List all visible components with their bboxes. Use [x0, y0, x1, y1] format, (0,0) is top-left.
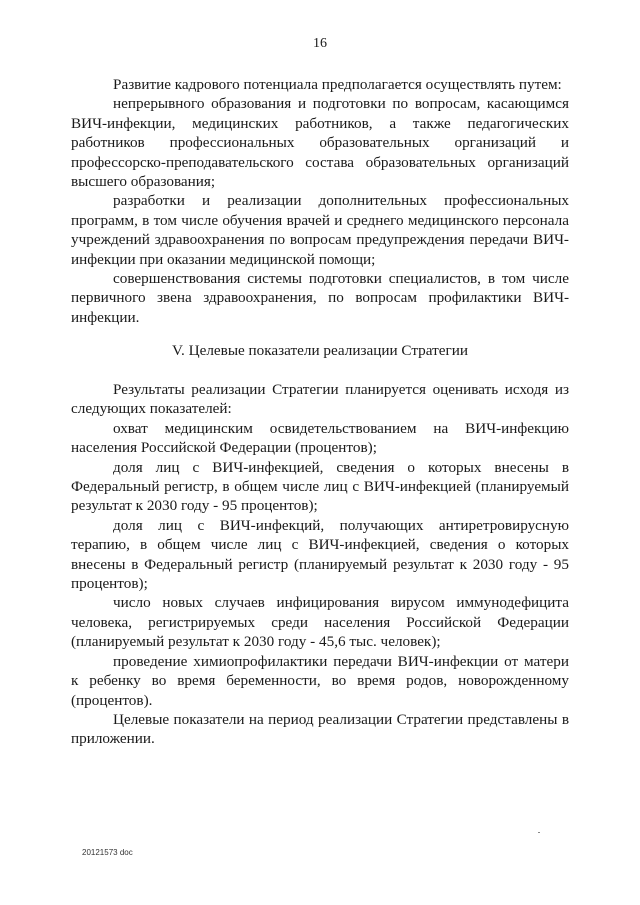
section-target-indicators [71, 380, 569, 749]
paragraph: охват медицинским освидетельствованием на ВИЧ-инфекцию населения Российской Федерации (процентов); [71, 419, 569, 457]
paragraph: Результаты реализации Стратегии планируется оценивать исходя из следующих показателей: [71, 381, 569, 418]
paragraph: проведение химиопрофилактики передачи ВИЧ-инфекции от матери к ребенку во время беременности, во время родов, новорожденному (процентов). [71, 652, 569, 709]
page-number: 16 [313, 36, 327, 51]
paragraph: доля лиц с ВИЧ-инфекций, получающих антиретровирусную терапию, в общем числе лиц с ВИЧ-инфекцией, сведения о которых внесены в Федеральный регистр (планируемый результат к 2030 году - 95 процентов); [71, 516, 569, 593]
scan-speck [538, 832, 540, 833]
footer-document-code: 20121573 doc [82, 848, 133, 857]
paragraph: число новых случаев инфицирования вирусом иммунодефицита человека, регистрируемых среди населения Российской Федерации (планируемый результат к 2030 году - 45,6 тыс. человек); [71, 594, 569, 651]
paragraph: разработки и реализации дополнительных профессиональных программ, в том числе обучения врачей и среднего медицинского персонала учреждений здравоохранения по вопросам предупреждения передачи ВИЧ-инфекции при оказании медицинской помощи; [71, 192, 569, 268]
section-personnel-development [71, 75, 569, 327]
paragraph: Развитие кадрового потенциала предполагается осуществлять путем: [113, 76, 562, 93]
paragraph: непрерывного образования и подготовки по вопросам, касающимся ВИЧ-инфекции, медицинских работников, а также педагогических работников профессиональных образовательных организаций и профессорско-преподавательского состава образовательных организаций высшего образования; [71, 95, 569, 191]
paragraph: совершенствования системы подготовки специалистов, в том числе первичного звена здравоохранения, по вопросам профилактики ВИЧ-инфекции. [71, 270, 569, 326]
section-heading: V. Целевые показатели реализации Стратегии [172, 342, 468, 359]
paragraph: Целевые показатели на период реализации Стратегии представлены в приложении. [71, 710, 569, 748]
paragraph: доля лиц с ВИЧ-инфекцией, сведения о которых внесены в Федеральный регистр, в общем числе лиц с ВИЧ-инфекцией (планируемый результат к 2030 году - 95 процентов); [71, 458, 569, 515]
